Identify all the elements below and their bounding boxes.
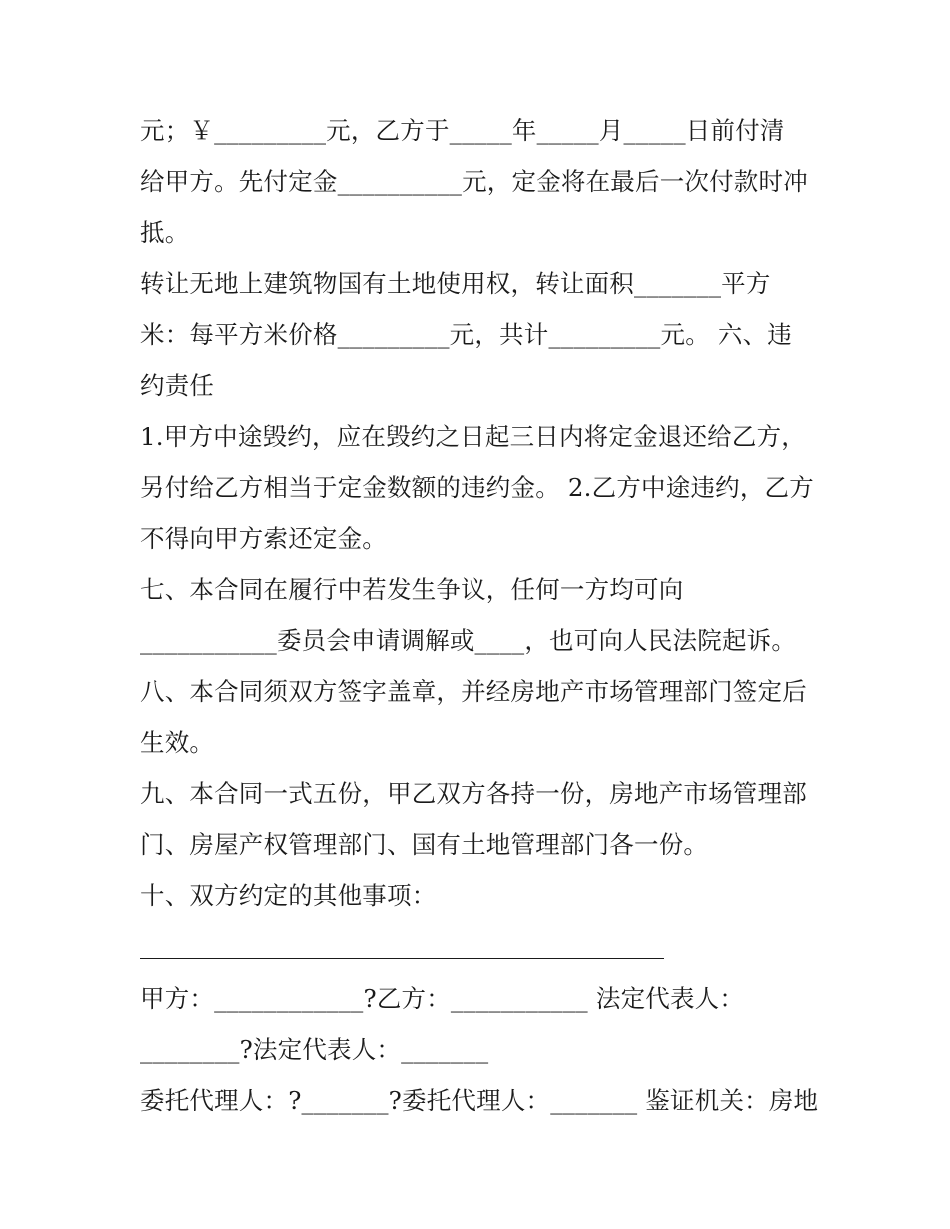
text-line: 米：每平方米价格_________元，共计_________元。 六、违: [140, 320, 792, 349]
text-line: 1.甲方中途毁约，应在毁约之日起三日内将定金退还给乙方，: [140, 422, 806, 451]
text-line: 委托代理人：?_______?委托代理人：_______ 鉴证机关：房地: [140, 1086, 819, 1115]
text-line: 抵。: [140, 218, 190, 247]
blank-rule-line: [140, 921, 664, 959]
document-body: [140, 105, 820, 1126]
text-line: 七、本合同在履行中若发生争议，任何一方均可向: [140, 575, 684, 604]
text-line: 另付给乙方相当于定金数额的违约金。 2.乙方中途违约，乙方: [140, 473, 814, 502]
text-line: 九、本合同一式五份，甲乙双方各持一份，房地产市场管理部: [140, 779, 807, 808]
text-line: 门、房屋产权管理部门、国有土地管理部门各一份。: [140, 830, 709, 859]
text-line: 不得向甲方索还定金。: [140, 524, 387, 553]
text-line: 八、本合同须双方签字盖章，并经房地产市场管理部门签定后: [140, 677, 807, 706]
text-line: 十、双方约定的其他事项：: [140, 881, 437, 910]
text-line: 转让无地上建筑物国有土地使用权，转让面积_______平方: [140, 269, 771, 298]
text-line: 给甲方。先付定金__________元，定金将在最后一次付款时冲: [140, 167, 808, 196]
text-line: 甲方：____________?乙方：___________ 法定代表人：: [140, 984, 745, 1013]
text-line: 约责任: [140, 371, 215, 400]
text-line: 元；￥_________元，乙方于_____年_____月_____日前付清: [140, 116, 785, 145]
text-line: ___________委员会申请调解或____，也可向人民法院起诉。: [140, 626, 797, 655]
text-line: 生效。: [140, 728, 215, 757]
text-line: ________?法定代表人：_______: [140, 1035, 489, 1064]
